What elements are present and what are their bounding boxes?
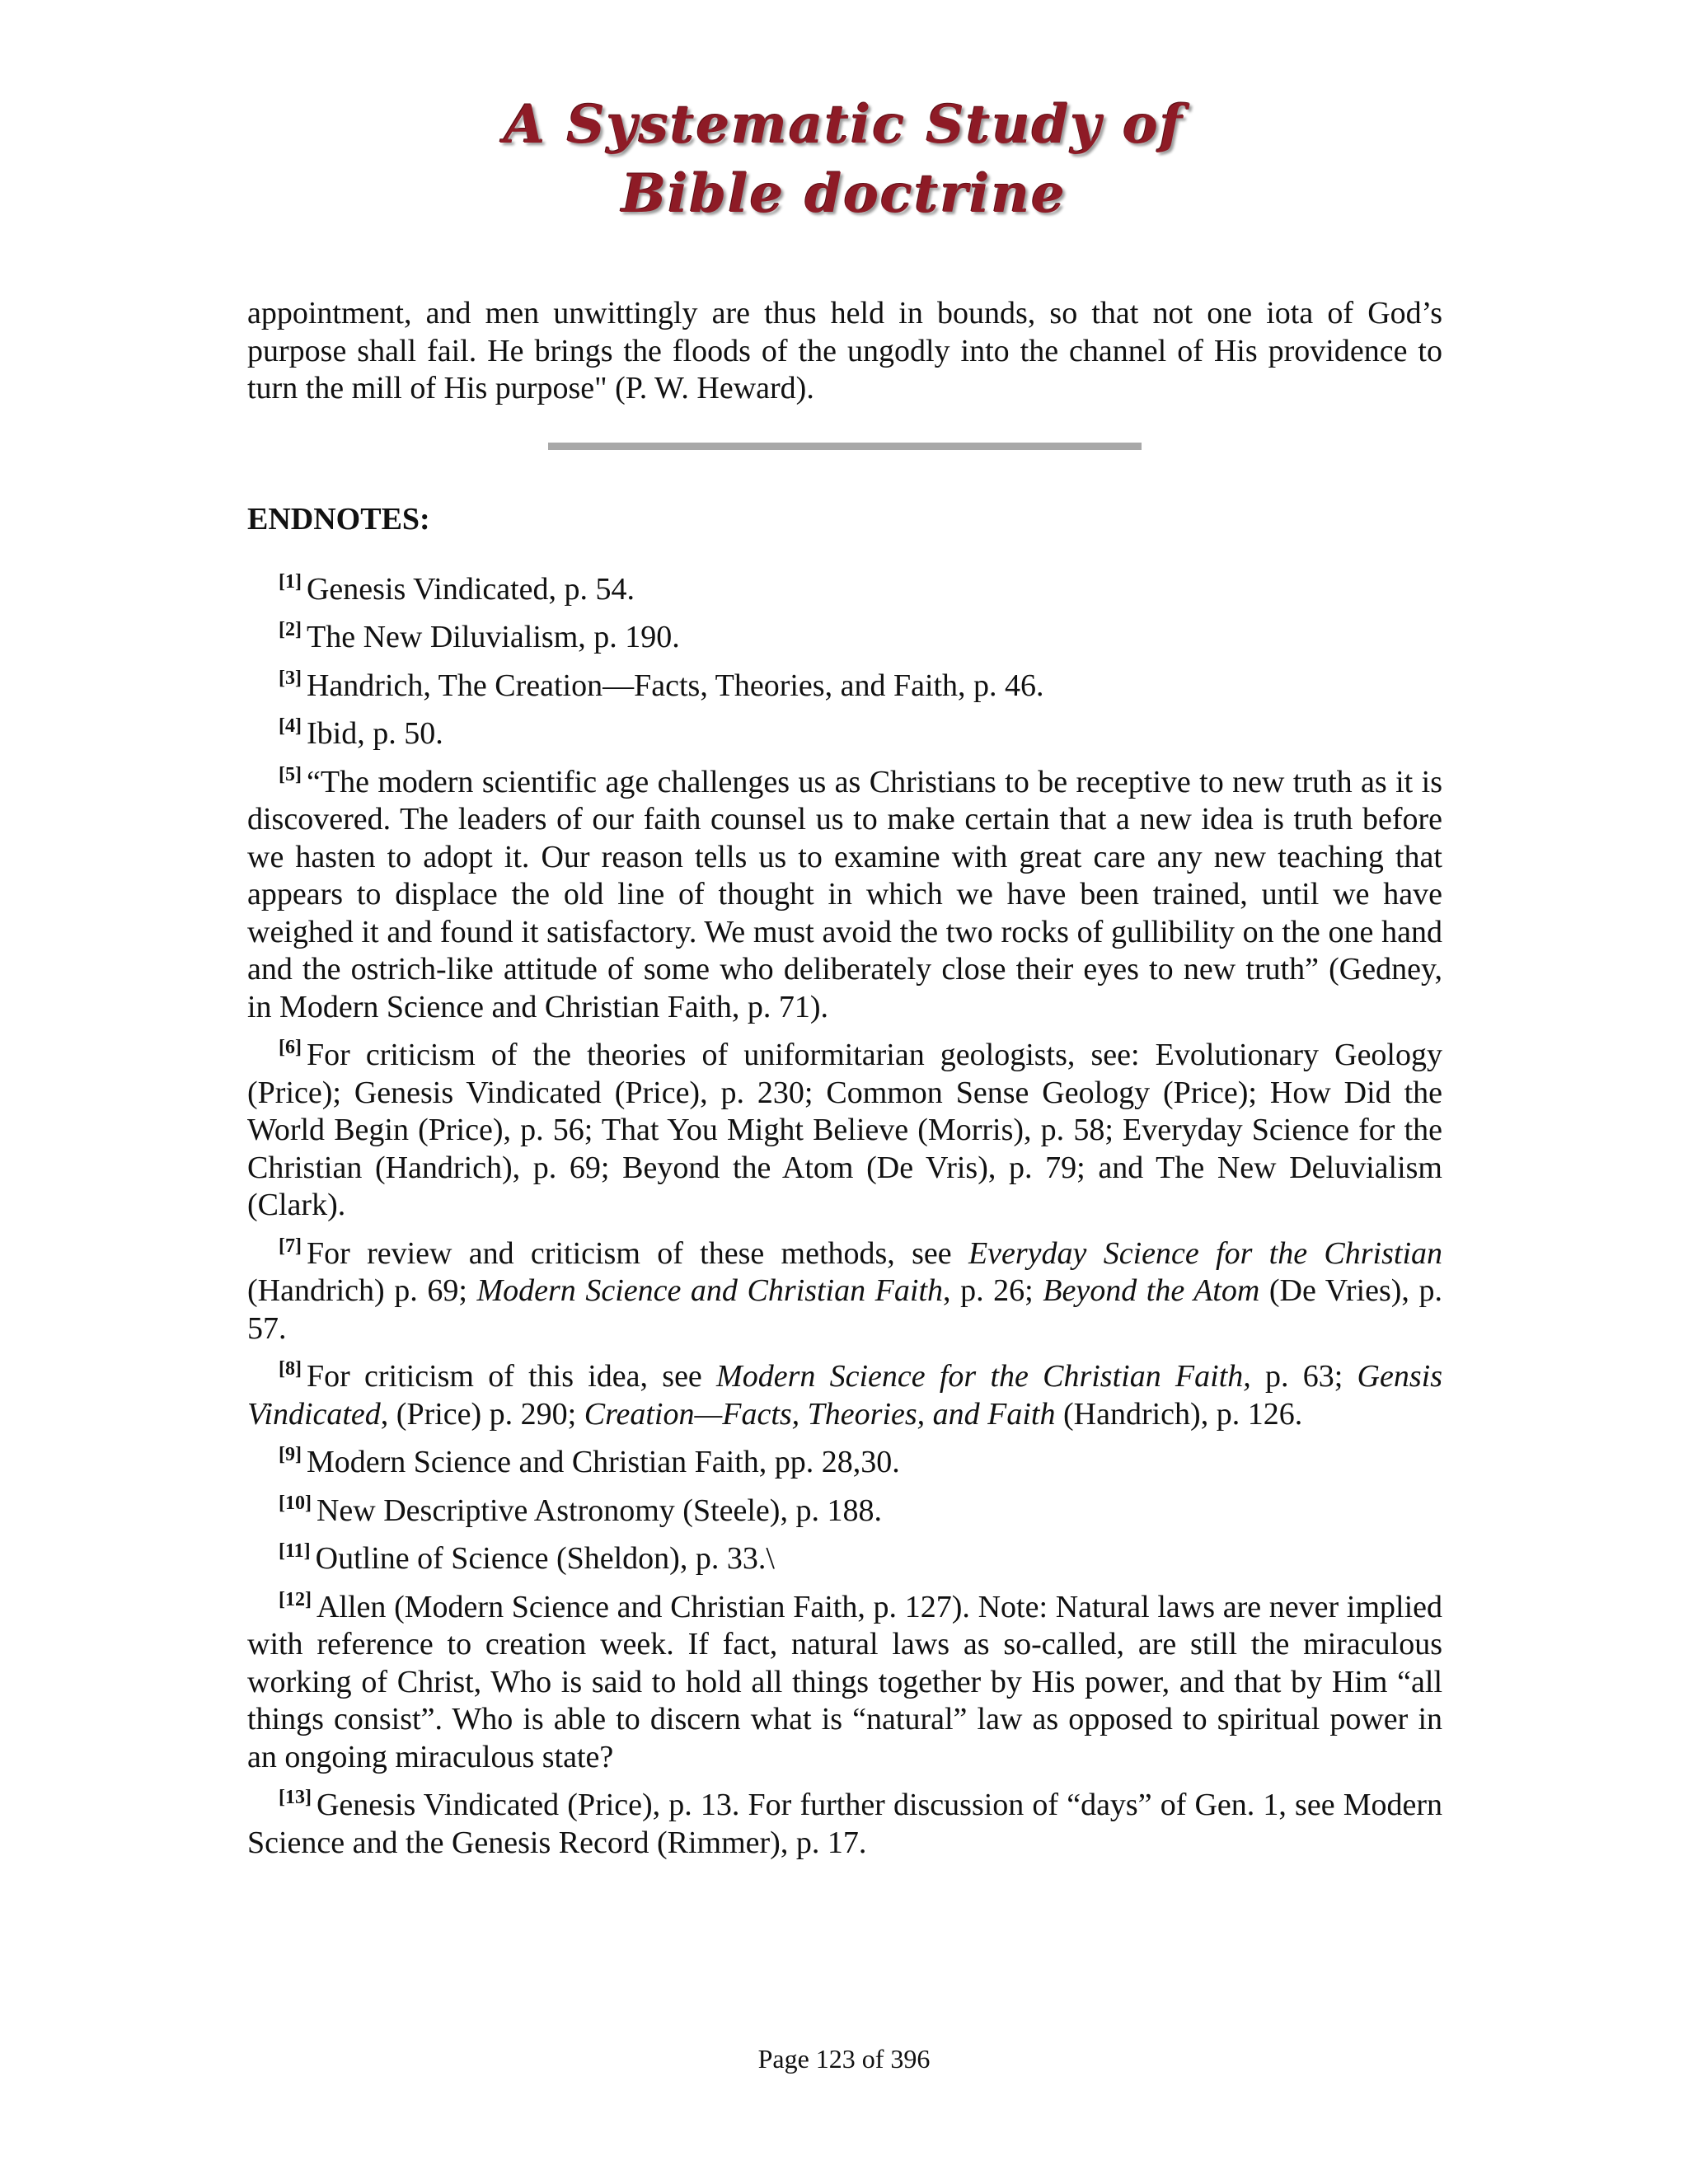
endnote-text: , (Price) p. 290; <box>380 1396 584 1432</box>
endnote-text: , p. 26; <box>943 1273 1043 1308</box>
endnote-item <box>247 668 1442 705</box>
endnote-italic-title: Creation—Facts, Theories, and Faith <box>584 1396 1056 1432</box>
endnote-text: “The modern scientific age challenges us as Christians to be receptive to new truth as it is discovered. The leaders of our faith counsel us to make certain that a new idea is truth before we hasten to adopt it. Our reason tells us to examine with great care any new teaching that appears to displace the old line of thought in which we have been trained, until we have weighed it and found it satisfactory. We must avoid the two rocks of gullibility on the one hand and the ostrich-like attitude of some who deliberately close their eyes to new truth” (Gedney, in Modern Science and Christian Faith, p. 71). <box>247 764 1442 1024</box>
endnote-reference-link[interactable]: [8] <box>279 1358 302 1380</box>
endnotes-heading: ENDNOTES: <box>247 501 430 537</box>
endnote-text: Handrich, The Creation—Facts, Theories, and Faith, p. 46. <box>306 668 1044 703</box>
endnote-item <box>247 619 1442 657</box>
endnote-text: New Descriptive Astronomy (Steele), p. 188. <box>316 1493 882 1528</box>
endnote-item <box>247 1358 1442 1433</box>
endnote-reference-link[interactable]: [12] <box>279 1588 312 1610</box>
endnote-text: For criticism of this idea, see <box>306 1359 717 1394</box>
endnote-reference-link[interactable]: [6] <box>279 1037 302 1058</box>
endnote-item <box>247 571 1442 609</box>
endnote-reference-link[interactable]: [9] <box>279 1444 302 1465</box>
endnote-item <box>247 1589 1442 1777</box>
endnote-item <box>247 1037 1442 1225</box>
endnote-italic-title: Modern Science for the Christian Faith, <box>716 1359 1251 1394</box>
endnote-italic-title: Gensis Vindicated <box>247 1359 1442 1432</box>
endnote-item <box>247 1540 1442 1578</box>
page-number: Page 123 of 396 <box>757 2044 931 2074</box>
endnote-reference-link[interactable]: [2] <box>279 619 302 640</box>
endnote-text: Genesis Vindicated (Price), p. 13. For further discussion of “days” of Gen. 1, see Modern Science and the Genesis Record (Rimmer), p. 17. <box>247 1788 1442 1860</box>
endnote-item <box>247 764 1442 1027</box>
endnote-reference-link[interactable]: [11] <box>279 1540 311 1562</box>
banner-title-line-2: Bible doctrine <box>621 163 1067 225</box>
endnote-reference-link[interactable]: [5] <box>279 763 302 785</box>
endnote-text: The New Diluvialism, p. 190. <box>306 620 680 654</box>
endnote-text: For review and criticism of these methods, see <box>306 1235 968 1271</box>
endnote-reference-link[interactable]: [1] <box>279 570 302 593</box>
endnotes-list <box>247 571 1442 1863</box>
endnote-italic-title: Modern Science and Christian Faith <box>476 1273 943 1308</box>
endnote-italic-title: Beyond the Atom <box>1043 1273 1260 1308</box>
endnote-text: Modern Science and Christian Faith, pp. 28,30. <box>306 1445 900 1479</box>
endnote-text: (Handrich) p. 69; <box>247 1273 477 1308</box>
endnote-reference-link[interactable]: [4] <box>279 715 302 737</box>
endnote-item <box>247 1787 1442 1862</box>
page-content <box>247 295 1442 1872</box>
endnote-text: Ibid, p. 50. <box>306 716 443 751</box>
endnote-reference-link[interactable]: [10] <box>279 1492 312 1514</box>
endnote-text: (Handrich), p. 126. <box>1055 1396 1303 1432</box>
endnote-reference-link[interactable]: [3] <box>279 667 302 689</box>
endnote-reference-link[interactable]: [13] <box>279 1787 312 1808</box>
intro-paragraph: appointment, and men unwittingly are thus held in bounds, so that not one iota of God’s purpose shall fail. He brings the floods of the ungodly into the channel of His providence to turn the mill of His purpose" (P. W. Heward). <box>247 296 1442 405</box>
endnote-text: p. 63; <box>1250 1359 1357 1394</box>
endnote-item <box>247 1493 1442 1530</box>
endnote-item <box>247 715 1442 753</box>
endnote-item <box>247 1235 1442 1348</box>
banner-title-line-1: A Systematic Study of <box>504 94 1184 156</box>
endnote-text: Genesis Vindicated, p. 54. <box>306 571 635 607</box>
endnote-text: Allen (Modern Science and Christian Faith, p. 127). Note: Natural laws are never implied with reference to creation week. If fact, natural laws as so-called, are still the miraculous working of Christ, Who is said to hold all things together by His power, and that by Him “all things consist”. Who is able to discern what is “natural” law as opposed to spiritual power in an ongoing miraculous state? <box>247 1589 1442 1774</box>
endnote-item <box>247 1444 1442 1482</box>
section-divider <box>548 443 1142 450</box>
endnote-text: Outline of Science (Sheldon), p. 33.\ <box>315 1541 775 1576</box>
endnote-reference-link[interactable]: [7] <box>279 1235 302 1257</box>
title-banner <box>0 91 1688 229</box>
endnote-text: (De Vries), p. 57. <box>247 1273 1442 1346</box>
endnote-italic-title: Everyday Science for the Christian <box>968 1235 1442 1271</box>
endnote-text: For criticism of the theories of uniformitarian geologists, see: Evolutionary Geology (Price); Genesis Vindicated (Price), p. 230; Common Sense Geology (Price); How Did the World Begin (Price), p. 56; That You Might Believe (Morris), p. 58; Everyday Science for the Christian (Handrich), p. 69; Beyond the Atom (De Vris), p. 79; and The New Deluvialism (Clark). <box>247 1038 1442 1222</box>
